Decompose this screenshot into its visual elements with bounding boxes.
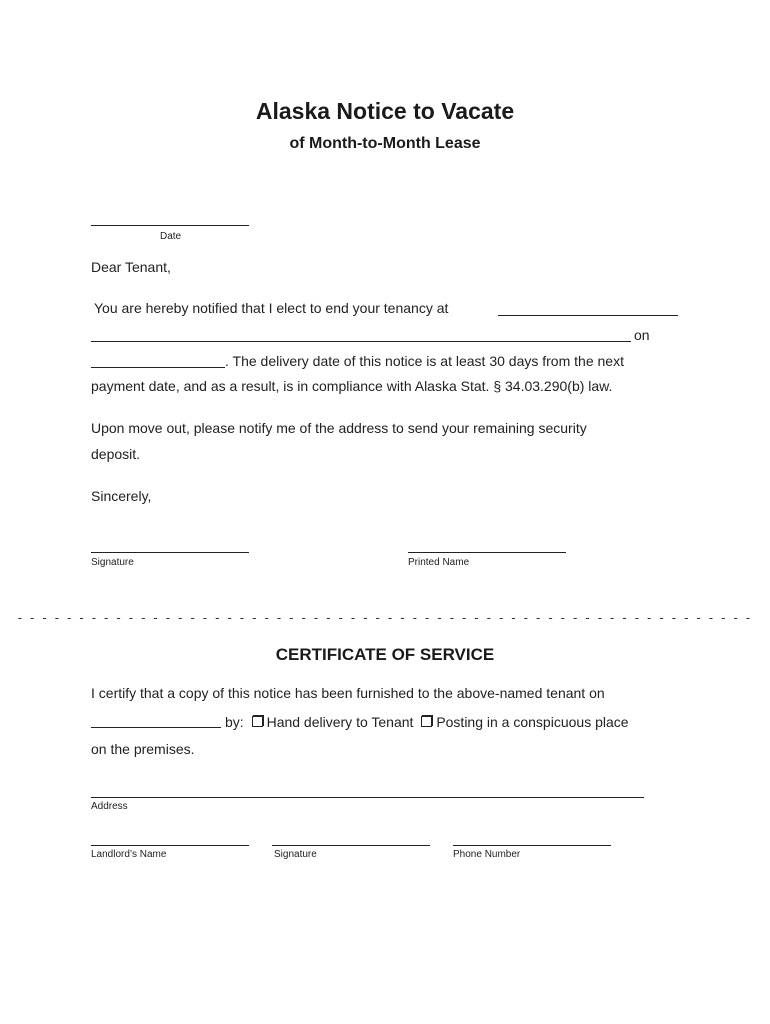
premises-address-line-2[interactable] <box>91 341 631 342</box>
notice-text-line-3: . The delivery date of this notice is at least 30 days from the next <box>225 353 624 369</box>
hand-delivery-label: Hand delivery to Tenant <box>266 714 414 730</box>
deposit-text-line-1: Upon move out, please notify me of the address to send your remaining security <box>91 420 587 436</box>
signature-caption: Signature <box>91 557 134 568</box>
address-caption: Address <box>91 801 128 812</box>
date-line[interactable] <box>91 225 249 226</box>
on-label: on <box>634 327 650 343</box>
deposit-text-line-2: deposit. <box>91 446 141 462</box>
document-title: Alaska Notice to Vacate <box>255 98 515 124</box>
landlord-name-line[interactable] <box>91 845 249 846</box>
certificate-signature-line[interactable] <box>272 845 430 846</box>
address-line[interactable] <box>91 797 644 798</box>
landlord-name-caption: Landlord’s Name <box>91 849 167 860</box>
hand-delivery-checkbox[interactable] <box>252 716 263 727</box>
posting-label: Posting in a conspicuous place <box>436 714 629 730</box>
date-caption: Date <box>160 231 182 242</box>
certificate-text-line-1: I certify that a copy of this notice has been furnished to the above-named tenant on <box>91 685 605 701</box>
vacate-date-line[interactable] <box>91 367 225 368</box>
certificate-text-line-3: on the premises. <box>91 741 195 757</box>
certificate-signature-caption: Signature <box>274 849 317 860</box>
phone-number-caption: Phone Number <box>453 849 521 860</box>
notice-text-line-4: payment date, and as a result, is in compliance with Alaska Stat. § 34.03.290(b) law. <box>91 378 613 394</box>
printed-name-line[interactable] <box>408 552 566 553</box>
certificate-heading: CERTIFICATE OF SERVICE <box>275 645 495 664</box>
service-date-line[interactable] <box>91 727 221 728</box>
posting-checkbox[interactable] <box>421 716 432 727</box>
salutation: Dear Tenant, <box>91 259 171 275</box>
signature-line[interactable] <box>91 552 249 553</box>
notice-text-line-1: You are hereby notified that I elect to end your tenancy at <box>94 300 449 316</box>
document-subtitle: of Month-to-Month Lease <box>289 135 481 152</box>
phone-number-line[interactable] <box>453 845 611 846</box>
closing: Sincerely, <box>91 488 152 504</box>
printed-name-caption: Printed Name <box>408 557 470 568</box>
premises-address-line-1[interactable] <box>498 315 678 316</box>
cut-separator: - - - - - - - - - - - - - - - - - - - - - - - - - - - - - - - - - - - - - - - - - - - - - - - - - - - - - - - - - - - - <box>17 610 753 625</box>
by-label: by: <box>225 714 244 730</box>
certificate-options <box>225 714 629 730</box>
